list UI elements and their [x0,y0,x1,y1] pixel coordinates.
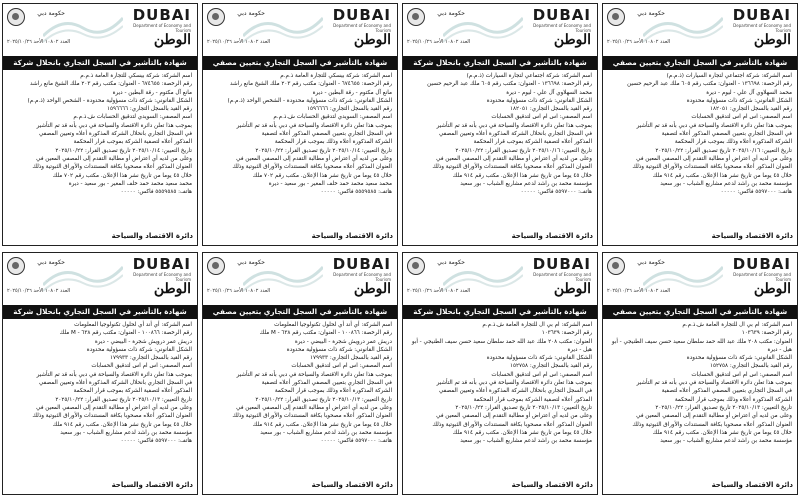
notice-line: في السجل التجاري بانحلال الشركة المذكورة أعلاه وتعيين المصفي [38,131,192,138]
seal-icon [207,8,225,26]
notice-line: الشكل القانوني: شركة ذات مسؤولية محدودة [286,346,392,353]
dubai-wordmark: DUBAI [132,255,191,273]
notice-line: الشكل القانوني: شركة ذات مسؤولية محدودة - الشخص الواحد (ذ.م.م) [227,97,392,104]
notice-line: العنوان: مكتب ٢٠٨ ملك عبد الله حمد سلطان سعيد حسن سيف الطنيجي - أبو [611,338,792,345]
notice-line: خلال ٤٥ يوما من تاريخ نشر هذا الإعلان. مكتب رقم ٩١٤ ملك [652,429,792,436]
notice-line: وعلى من لديه أي اعتراض أو مطالبة التقدم إلى المصفي المعين في [36,404,192,411]
notice-line: في السجل التجاري بتعيين المصفي المذكور أعلاه لتصفية [261,380,392,387]
notice-line: في السجل التجاري بانحلال الشركة المذكورة أعلاه وتعيين المصفي [38,380,192,387]
notice-line: اسم الشركة: أي أند أي لحلول تكنولوجيا المعلومات [274,322,392,328]
notice-line: خلال ٤٥ يوما من تاريخ نشر هذا الإعلان. مكتب رقم ٩١٤ ملك [252,421,392,428]
dubai-wordmark: DUBAI [332,6,391,24]
notice-line: الشكل القانوني: شركة ذات مسؤولية محدودة [486,355,592,362]
notice-line: وعلى من لديه أي اعتراض أو مطالبة التقدم إلى المصفي المعين في [636,155,792,162]
notice-line: هاتف: ٥٥٩٧٠٠٠ فاكس: ٠٠٠٠٠ [320,438,392,445]
notice-line: في السجل التجاري بتعيين المصفي المذكور أعلاه لتصفية [661,131,792,138]
notice-line: رقم الرخصة: ١٠٣٦٣٩ [741,330,792,337]
dubai-logo [131,8,191,32]
government-emblem [407,8,465,30]
government-label: حكومة دبي [437,10,465,17]
notice-footer: دائرة الاقتصاد والسياحة [111,232,193,240]
notice-line: رقم الرخصة: ١٠٠٨٦٦ - العنوان: مكتب رقم ٦٣٨ - M ملك [59,330,192,337]
notice-line: بموجب هذا تعلن دائرة الاقتصاد والسياحة في دبي بأنه قد تم التأشير [236,371,392,378]
notice-card-2 [202,3,398,246]
notice-line: وعلى من لديه أي اعتراض أو مطالبة التقدم إلى المصفي المعين في [236,404,392,411]
government-emblem [207,8,265,30]
seal-icon [607,257,625,275]
notice-line: تاريخ التعيين: ٢٠٢٥/١٠/١٤ تاريخ تصديق القرار: ٢٠٢٥/١٠/٢٢ [55,147,192,154]
notice-line: العنوان المذكور أعلاه مصحوبا بكافة المستندات والأوراق الثبوتية وذلك [32,413,192,420]
notice-line: مؤسسة محمد بن راشد لدعم مشاريع الشباب - بور سعيد [460,438,592,445]
notice-line: العنوان المذكور أعلاه مصحوبا بكافة المستندات والأوراق الثبوتية وذلك [632,164,792,171]
notice-line: هيل - ديرة [567,346,592,353]
notice-line: رقم القيد بالسجل التجاري: ١٥٢٧٥٨ [710,363,792,370]
notice-line: هاتف: ٥٥٩٧٠٠٠ فاكس: ٠٠٠٠٠ [520,189,592,196]
notice-line: خلال ٤٥ يوما من تاريخ نشر هذا الإعلان. مكتب رقم ٩١٤ ملك [52,421,192,428]
newspaper-title: الوطن [153,281,191,297]
seal-icon [407,257,425,275]
notice-line: هاتف: ٥٥٩٧٠٠٠ فاكس: ٠٠٠٠٠ [720,189,792,196]
notice-line: تاريخ التعيين: ٢٠٢٥/١٠/١٤ تاريخ تصديق القرار: ٢٠٢٥/١٠/٢٢ [255,147,392,154]
dubai-wordmark: DUBAI [132,6,191,24]
notice-headline: شهادة بالتأشير في السجل التجاري بتعيين مصفي [203,305,397,319]
issue-meta: العدد ١٠٨٠٢ الأحد ٢٠٢٥/١٠/٢٦ [207,39,271,45]
notice-body [403,319,597,487]
government-emblem [607,257,665,279]
dubai-logo [131,257,191,281]
notice-line: رقم الرخصة: ٦٧٤٦٥٥ - العنوان: مكتب رقم ٢٠٣ ملك الشيخ مانع راشد [230,81,392,88]
notice-body [3,319,197,487]
notice-line: مؤسسة محمد بن راشد لدعم مشاريع الشباب - بور سعيد [60,429,192,436]
issue-meta: العدد ١٠٨٠٢ الأحد ٢٠٢٥/١٠/٢٦ [207,288,271,294]
government-label: حكومة دبي [637,259,665,266]
notice-line: اسم المصفي: اس ام اس لتدقيق الحسابات [91,363,192,370]
notice-line: في السجل التجاري بانحلال الشركة المذكورة أعلاه وتعيين المصفي [438,131,592,138]
issue-meta: العدد ١٠٨٠٢ الأحد ٢٠٢٥/١٠/٢٦ [7,288,71,294]
notice-line: مؤسسة محمد بن راشد لدعم مشاريع الشباب - بور سعيد [460,180,592,187]
notice-line: هاتف: ٥٥٥٩٥٨٥ فاكس: ٠٠٠٠٠ [120,189,192,196]
government-label: حكومة دبي [437,259,465,266]
notice-line: الشكل القانوني: شركة ذات مسؤولية محدودة [686,97,792,104]
notice-line: مؤسسة محمد بن راشد لدعم مشاريع الشباب - بور سعيد [260,429,392,436]
notice-line: الشركة المذكورة أعلاه وذلك بموجب قرار المحكمة [274,388,392,395]
notice-line: خلال ٤٥ يوما من تاريخ نشر هذا الإعلان. مكتب رقم ٩١٤ ملك [452,172,592,179]
newspaper-title: الوطن [553,32,591,48]
seal-icon [407,8,425,26]
issue-meta: العدد ١٠٨٠٢ الأحد ٢٠٢٥/١٠/٢٦ [7,39,71,45]
notice-line: اسم الشركة: شركة اجتماعي لتجارة السيارات (ذ.م.م) [466,73,592,79]
notice-line: رقم القيد بالسجل التجاري: ١٥٢٧٥٨ [510,363,592,370]
notice-card-6 [202,252,398,495]
government-label: حكومة دبي [237,10,265,17]
government-label: حكومة دبي [37,259,65,266]
notice-line: رقم القيد بالسجل التجاري: ١٥٩٦٦٦٦ [307,106,392,113]
newspaper-title: الوطن [753,32,791,48]
notice-footer: دائرة الاقتصاد والسياحة [511,481,593,489]
notice-line: محمد سعيد محمد حمد خلف المغير - بور سعيد - ديرة [68,180,192,187]
notice-line: اسم الشركة: شركة اجتماعي لتجارة السيارات (ذ.م.م) [666,73,792,79]
notice-line: العنوان المذكور أعلاه مصحوبا بكافة المستندات والأوراق الثبوتية وذلك [432,421,592,428]
notice-line: بموجب هذا تعلن دائرة الاقتصاد والسياحة في دبي بأنه قد تم التأشير [636,122,792,129]
seal-icon [207,257,225,275]
notice-line: اسم المصفي: السويدي لتدقيق الحسابات ش.ذ.م.م [73,114,192,121]
newspaper-title: الوطن [753,281,791,297]
notice-line: مؤسسة محمد بن راشد لدعم مشاريع الشباب - بور سعيد [660,438,792,445]
dubai-department: Department of Economy and Tourism [133,272,191,282]
notice-line: الشكل القانوني: شركة ذات مسؤولية محدودة [486,97,592,104]
notice-line: دريش عمر درويش شجرة - البيضي - ديرة [294,338,392,345]
notice-footer: دائرة الاقتصاد والسياحة [311,481,393,489]
notice-headline: شهادة بالتأشير في السجل التجاري بانحلال شركة [403,305,597,319]
notice-line: بموجب هذا تعلن دائرة الاقتصاد والسياحة في دبي بأنه قد تم التأشير [636,380,792,387]
notice-card-5 [2,252,198,495]
notice-line: اسم المصفي: اس ام اس لتدقيق الحسابات [491,114,592,121]
notice-line: وعلى من لديه أي اعتراض أو مطالبة التقدم إلى المصفي المعين في [436,155,592,162]
notice-line: رقم الرخصة: ١٠٣٦٣٩ [541,330,592,337]
notice-headline: شهادة بالتأشير في السجل التجاري بتعيين مصفي [603,305,797,319]
notice-line: مؤسسة محمد بن راشد لدعم مشاريع الشباب - بور سعيد [660,180,792,187]
dubai-logo [731,257,791,281]
issue-meta: العدد ١٠٨٠٢ الأحد ٢٠٢٥/١٠/٢٦ [607,288,671,294]
notice-line: بموجب هذا تعلن دائرة الاقتصاد والسياحة في دبي بأنه قد تم التأشير [36,122,192,129]
dubai-wordmark: DUBAI [532,6,591,24]
notice-body [203,319,397,487]
notice-card-7 [402,252,598,495]
notice-line: العنوان المذكور أعلاه مصحوبا بكافة المستندات والأوراق الثبوتية وذلك [432,164,592,171]
notice-line: تاريخ التعيين: ٢٠٢٥/١٠/١٣ تاريخ تصديق القرار: ٢٠٢٥/١٠/٢٢ [655,404,792,411]
notice-line: هاتف: ٥٥٩٧٠٠٠ فاكس: ٠٠٠٠٠ [120,438,192,445]
notice-line: العنوان: مكتب ٢٠٨ ملك عبد الله حمد سلطان سعيد حسن سيف الطنيجي - أبو [411,338,592,345]
notice-line: المذكور أعلاه لتصفية الشركة بموجب قرار المحكمة [473,396,592,403]
notice-header [603,253,797,297]
newspaper-title: الوطن [153,32,191,48]
notice-line: العنوان المذكور أعلاه مصحوبا بكافة المستندات والأوراق الثبوتية وذلك [632,421,792,428]
notice-headline: شهادة بالتأشير في السجل التجاري بتعيين مصفي [603,56,797,70]
notice-footer: دائرة الاقتصاد والسياحة [111,481,193,489]
notice-body [403,70,597,238]
notice-line: رقم القيد بالسجل التجاري: ١٨٢٠٥١ [710,106,792,113]
notice-line: اسم الشركة: ام بي ال للتجارة العامة ش.ذ.م.م [682,322,792,328]
notice-line: العنوان المذكور أعلاه مصحوبا بكافة المستندات والأوراق الثبوتية وذلك [232,164,392,171]
notice-body [3,70,197,238]
notice-card-1 [2,3,198,246]
notice-line: خلال ٤٥ يوما من تاريخ نشر هذا الإعلان. مكتب رقم ٧٠٢ ملك [252,172,392,179]
notice-line: الشركة المذكورة أعلاه وذلك بموجب قرار المحكمة [674,396,792,403]
notice-line: رقم الرخصة: ١٣٦٦٩٨ - العنوان: مكتب رقم ٦٠٥ ملك عبد الرحيم حسين [627,81,792,88]
notice-line: محمد السهلاوي آل علي - ليوم - ديرة [706,89,792,96]
notice-card-3 [402,3,598,246]
dubai-wordmark: DUBAI [732,6,791,24]
notice-line: رقم الرخصة: ١٣٦٦٩٨ - العنوان: مكتب رقم ٦٠٥ ملك عبد الرحيم حسين [427,81,592,88]
notice-headline: شهادة بالتأشير في السجل التجاري بتعيين مصفي [203,56,397,70]
notice-line: بموجب هذا تعلن دائرة الاقتصاد والسياحة في دبي بأنه قد تم التأشير [236,122,392,129]
government-label: حكومة دبي [237,259,265,266]
notice-header [3,4,197,48]
notice-line: محمد سعيد محمد حمد خلف المغير - بور سعيد - ديرة [268,180,392,187]
notice-header [403,253,597,297]
notice-line: وعلى من لديه أي اعتراض أو مطالبة التقدم إلى المصفي المعين في [636,413,792,420]
notice-line: المذكور أعلاه لتصفية الشركة بموجب قرار المحكمة [473,139,592,146]
notice-line: تاريخ التعيين: ٢٠٢٥/١٠/١٣ تاريخ تصديق القرار: ٢٠٢٥/١٠/٢٢ [55,396,192,403]
dubai-department: Department of Economy and Tourism [733,272,791,282]
dubai-department: Department of Economy and Tourism [533,272,591,282]
seal-icon [7,8,25,26]
notice-line: اسم المصفي: اس ام اس لتدقيق الحسابات [291,363,392,370]
dubai-logo [331,257,391,281]
newspaper-title: الوطن [353,281,391,297]
notice-line: تاريخ التعيين: ٢٠٢٥/١٠/١٣ تاريخ تصديق القرار: ٢٠٢٥/١٠/٢٢ [455,404,592,411]
notice-line: بموجب هذا تعلن دائرة الاقتصاد والسياحة في دبي بأنه قد تم التأشير [436,122,592,129]
notice-body [603,319,797,487]
notice-line: بموجب هذا تعلن دائرة الاقتصاد والسياحة في دبي بأنه قد تم التأشير [36,371,192,378]
notice-line: اسم المصفي: اس ام اس لتدقيق الحسابات [691,371,792,378]
notice-line: العنوان المذكور أعلاه مصحوبا بكافة المستندات والأوراق الثبوتية وذلك [32,164,192,171]
notice-line: خلال ٤٥ يوما من تاريخ نشر هذا الإعلان. مكتب رقم ٧٠٢ ملك [52,172,192,179]
notice-line: وعلى من لديه أي اعتراض أو مطالبة التقدم إلى المصفي المعين في [236,155,392,162]
dubai-department: Department of Economy and Tourism [333,272,391,282]
notice-line: اسم المصفي: السويدي لتدقيق الحسابات ش.ذ.م.م [273,114,392,121]
seal-icon [7,257,25,275]
notice-line: خلال ٤٥ يوما من تاريخ نشر هذا الإعلان. مكتب رقم ٩١٤ ملك [652,172,792,179]
notice-line: هاتف: ٥٥٥٩٥٨٥ فاكس: ٠٠٠٠٠ [320,189,392,196]
dubai-logo [331,8,391,32]
government-emblem [7,257,65,279]
notice-line: اسم المصفي: اس ام اس لتدقيق الحسابات [691,114,792,121]
government-emblem [607,8,665,30]
notice-line: اسم الشركة: أي أند أي لحلول تكنولوجيا المعلومات [74,322,192,328]
notice-footer: دائرة الاقتصاد والسياحة [311,232,393,240]
notice-line: اسم الشركة: شركة بيسكي للتجارة العامة ذ.م.م [80,73,192,79]
notice-line: مانع آل مكتوم - رقة البطين - ديرة [112,89,192,96]
notice-line: مانع آل مكتوم - رقة البطين - ديرة [312,89,392,96]
government-label: حكومة دبي [37,10,65,17]
notice-card-8 [602,252,798,495]
notice-headline: شهادة بالتأشير في السجل التجاري بانحلال شركة [3,305,197,319]
newspaper-title: الوطن [553,281,591,297]
notice-line: وعلى من لديه أي اعتراض أو مطالبة التقدم إلى المصفي المعين في [36,155,192,162]
notice-line: في السجل التجاري بتعيين المصفي المذكور أعلاه لتصفية [661,388,792,395]
notice-line: رقم القيد بالسجل التجاري: ١٥٩٦٦٦٦ [107,106,192,113]
newspaper-title: الوطن [353,32,391,48]
notice-line: هيل - ديرة [767,346,792,353]
dubai-logo [531,257,591,281]
notice-headline: شهادة بالتأشير في السجل التجاري بانحلال شركة [3,56,197,70]
notice-line: رقم القيد بالسجل التجاري: ١٨٢٠٥١ [510,106,592,113]
notice-line: في السجل التجاري بانحلال الشركة المذكورة أعلاه وتعيين المصفي [438,388,592,395]
government-emblem [207,257,265,279]
dubai-department: Department of Economy and Tourism [733,23,791,33]
government-label: حكومة دبي [637,10,665,17]
notice-line: بموجب هذا تعلن دائرة الاقتصاد والسياحة في دبي بأنه قد تم التأشير [436,380,592,387]
notice-footer: دائرة الاقتصاد والسياحة [711,232,793,240]
issue-meta: العدد ١٠٨٠٢ الأحد ٢٠٢٥/١٠/٢٦ [407,39,471,45]
government-emblem [407,257,465,279]
notice-line: محمد السهلاوي آل علي - ليوم - ديرة [506,89,592,96]
issue-meta: العدد ١٠٨٠٢ الأحد ٢٠٢٥/١٠/٢٦ [407,288,471,294]
notice-line: العنوان المذكور أعلاه مصحوبا بكافة المستندات والأوراق الثبوتية وذلك [232,413,392,420]
notice-line: الشكل القانوني: شركة ذات مسؤولية محدودة - الشخص الواحد (ذ.م.م) [27,97,192,104]
notice-header [203,4,397,48]
notice-headline: شهادة بالتأشير في السجل التجاري بانحلال شركة [403,56,597,70]
notice-line: الشركة المذكورة أعلاه وذلك بموجب قرار المحكمة [674,139,792,146]
notice-line: اسم المصفي: اس ام اس لتدقيق الحسابات [491,371,592,378]
notice-footer: دائرة الاقتصاد والسياحة [711,481,793,489]
notice-line: في السجل التجاري بتعيين المصفي المذكور أعلاه لتصفية [261,131,392,138]
notice-header [403,4,597,48]
notice-body [603,70,797,238]
dubai-department: Department of Economy and Tourism [333,23,391,33]
notice-line: المذكور أعلاه لتصفية الشركة بموجب قرار المحكمة [73,139,192,146]
notice-line: رقم الرخصة: ٦٧٤٦٥٥ - العنوان: مكتب رقم ٢٠٣ ملك الشيخ مانع راشد [30,81,192,88]
dubai-logo [531,8,591,32]
notice-line: الشركة المذكورة أعلاه وذلك بموجب قرار المحكمة [274,139,392,146]
notice-line: رقم القيد بالسجل التجاري: ١٧٩٩٣٣ [110,355,192,362]
notice-header [203,253,397,297]
seal-icon [607,8,625,26]
notice-body [203,70,397,238]
notice-line: اسم الشركة: شركة بيسكي للتجارة العامة ذ.م.م [280,73,392,79]
notice-line: تاريخ التعيين: ٢٠٢٥/١٠/١٦ تاريخ تصديق القرار: ٢٠٢٥/١٠/٢٢ [655,147,792,154]
dubai-wordmark: DUBAI [732,255,791,273]
notice-line: رقم الرخصة: ١٠٠٨٦٦ - العنوان: مكتب رقم ٦٣٨ - M ملك [259,330,392,337]
notice-line: رقم القيد بالسجل التجاري: ١٧٩٩٣٣ [310,355,392,362]
dubai-wordmark: DUBAI [532,255,591,273]
notice-line: تاريخ التعيين: ٢٠٢٥/١٠/١٦ تاريخ تصديق القرار: ٢٠٢٥/١٠/٢٢ [455,147,592,154]
notice-line: الشكل القانوني: شركة ذات مسؤولية محدودة [86,346,192,353]
notice-line: دريش عمر درويش شجرة - البيضي - ديرة [94,338,192,345]
notice-line: وعلى من لديه أي اعتراض أو مطالبة التقدم إلى المصفي المعين في [436,413,592,420]
dubai-wordmark: DUBAI [332,255,391,273]
issue-meta: العدد ١٠٨٠٢ الأحد ٢٠٢٥/١٠/٢٦ [607,39,671,45]
notice-line: تاريخ التعيين: ٢٠٢٥/١٠/١٣ تاريخ تصديق القرار: ٢٠٢٥/١٠/٢٢ [255,396,392,403]
dubai-department: Department of Economy and Tourism [533,23,591,33]
notice-header [3,253,197,297]
notice-line: الشكل القانوني: شركة ذات مسؤولية محدودة [686,355,792,362]
notice-card-4 [602,3,798,246]
dubai-department: Department of Economy and Tourism [133,23,191,33]
notice-header [603,4,797,48]
notice-line: اسم الشركة: ام بي ال للتجارة العامة ش.ذ.م.م [482,322,592,328]
government-emblem [7,8,65,30]
notice-line: خلال ٤٥ يوما من تاريخ نشر هذا الإعلان. مكتب رقم ٩١٤ ملك [452,429,592,436]
notice-line: المذكور أعلاه لتصفية الشركة بموجب قرار المحكمة [73,388,192,395]
dubai-logo [731,8,791,32]
notice-footer: دائرة الاقتصاد والسياحة [511,232,593,240]
